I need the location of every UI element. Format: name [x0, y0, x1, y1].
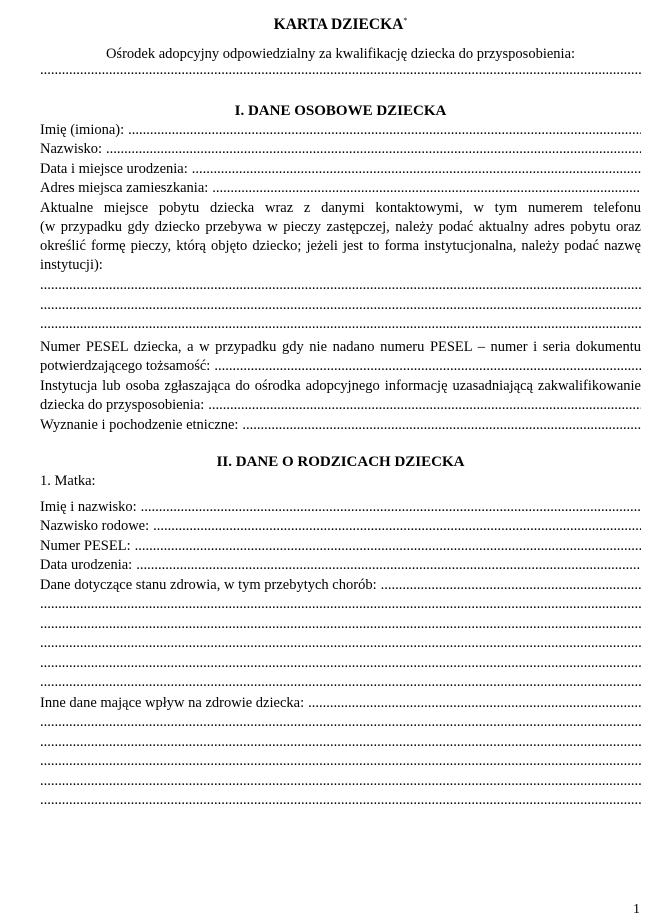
child-pesel-field[interactable]	[214, 357, 641, 377]
current-stay-field-1[interactable]	[40, 276, 641, 296]
mother-pesel-field[interactable]	[135, 537, 641, 557]
other-health-label: Inne dane mające wpływ na zdrowie dziecka:	[40, 694, 305, 711]
page-number: 1	[633, 902, 640, 917]
current-stay-line-2: (w przypadku gdy dziecko przebywa w pieczy zastępczej, należy podać aktualny adres pobytu oraz	[40, 218, 641, 235]
mother-health-row	[40, 576, 641, 596]
footnote-mark: *	[403, 16, 408, 25]
section1-heading: I. DANE OSOBOWE DZIECKA	[234, 102, 447, 119]
pesel-row	[40, 357, 641, 377]
section2-heading: II. DANE O RODZICACH DZIECKA	[216, 453, 465, 470]
mother-health-label: Dane dotyczące stanu zdrowia, w tym przebytych chorób:	[40, 576, 377, 593]
current-stay-line-4: instytucji):	[40, 257, 103, 274]
mother-birth-label: Data urodzenia:	[40, 557, 133, 574]
mother-health-line-3[interactable]	[40, 634, 641, 654]
form-page	[40, 8, 641, 811]
surname-row	[40, 140, 641, 160]
form-title-text: KARTA DZIECKA	[273, 16, 404, 34]
mother-label: 1. Matka:	[40, 472, 96, 489]
mother-health-line-1[interactable]	[40, 595, 641, 615]
current-stay-line-1: Aktualne miejsce pobytu dziecka wraz z danymi kontaktowymi, w tym numerem telefonu	[40, 199, 641, 216]
current-stay-field-2[interactable]	[40, 296, 641, 316]
mother-family-name-row	[40, 517, 641, 537]
birth-row	[40, 160, 641, 180]
address-label: Adres miejsca zamieszkania:	[40, 180, 209, 196]
first-names-field[interactable]	[128, 121, 641, 141]
mother-health-line-5[interactable]	[40, 673, 641, 693]
other-health-line-1[interactable]	[40, 713, 641, 733]
mother-pesel-row	[40, 537, 641, 557]
mother-health-line-2[interactable]	[40, 615, 641, 635]
other-health-line-2[interactable]	[40, 733, 641, 753]
pesel-label-line-2: potwierdzającego tożsamość:	[40, 358, 211, 375]
other-health-row	[40, 694, 641, 714]
surname-field[interactable]	[106, 140, 641, 160]
mother-birth-row	[40, 556, 641, 576]
form-title	[40, 10, 641, 32]
address-field[interactable]	[212, 179, 641, 199]
institution-label: Ośrodek adopcyjny odpowiedzialny za kwalifikację dziecka do przysposobienia:	[105, 46, 576, 62]
pesel-label-line-1: Numer PESEL dziecka, a w przypadku gdy nie nadano numeru PESEL – numer i seria dokumentu	[40, 338, 641, 355]
institution-field[interactable]	[40, 61, 641, 81]
first-names-row	[40, 121, 641, 141]
mother-name-label: Imię i nazwisko:	[40, 498, 137, 515]
other-health-line-3[interactable]	[40, 752, 641, 772]
mother-birth-field[interactable]	[136, 556, 641, 576]
religion-label: Wyznanie i pochodzenie etniczne:	[40, 417, 239, 434]
religion-field[interactable]	[242, 416, 641, 436]
current-stay-field-3[interactable]	[40, 315, 641, 335]
reporting-row	[40, 396, 641, 416]
mother-family-name-field[interactable]	[153, 517, 641, 537]
other-health-line-4[interactable]	[40, 772, 641, 792]
reporting-label-line-1: Instytucja lub osoba zgłaszająca do ośrodka adopcyjnego informację uzasadniającą zakwalifikowanie	[40, 377, 641, 394]
surname-label: Nazwisko:	[40, 141, 103, 157]
current-stay-paragraph	[40, 199, 641, 276]
address-row	[40, 179, 641, 199]
reporting-label-line-2: dziecka do przysposobienia:	[40, 396, 205, 413]
first-names-label: Imię (imiona):	[40, 121, 125, 138]
mother-pesel-label: Numer PESEL:	[40, 537, 131, 554]
birth-field[interactable]	[192, 160, 641, 180]
mother-name-row	[40, 498, 641, 518]
mother-health-line-4[interactable]	[40, 654, 641, 674]
reporting-field[interactable]	[208, 396, 641, 416]
mother-name-field[interactable]	[141, 498, 641, 518]
other-health-field[interactable]	[308, 694, 641, 714]
religion-row	[40, 416, 641, 436]
current-stay-line-3: określić formę pieczy, którą objęto dziecko; jeżeli jest to forma instytucjonalna, należy podać nazwę	[40, 237, 641, 254]
birth-label: Data i miejsce urodzenia:	[40, 160, 188, 177]
other-health-line-5[interactable]	[40, 791, 641, 811]
mother-family-name-label: Nazwisko rodowe:	[40, 518, 150, 535]
mother-health-field[interactable]	[381, 576, 641, 596]
